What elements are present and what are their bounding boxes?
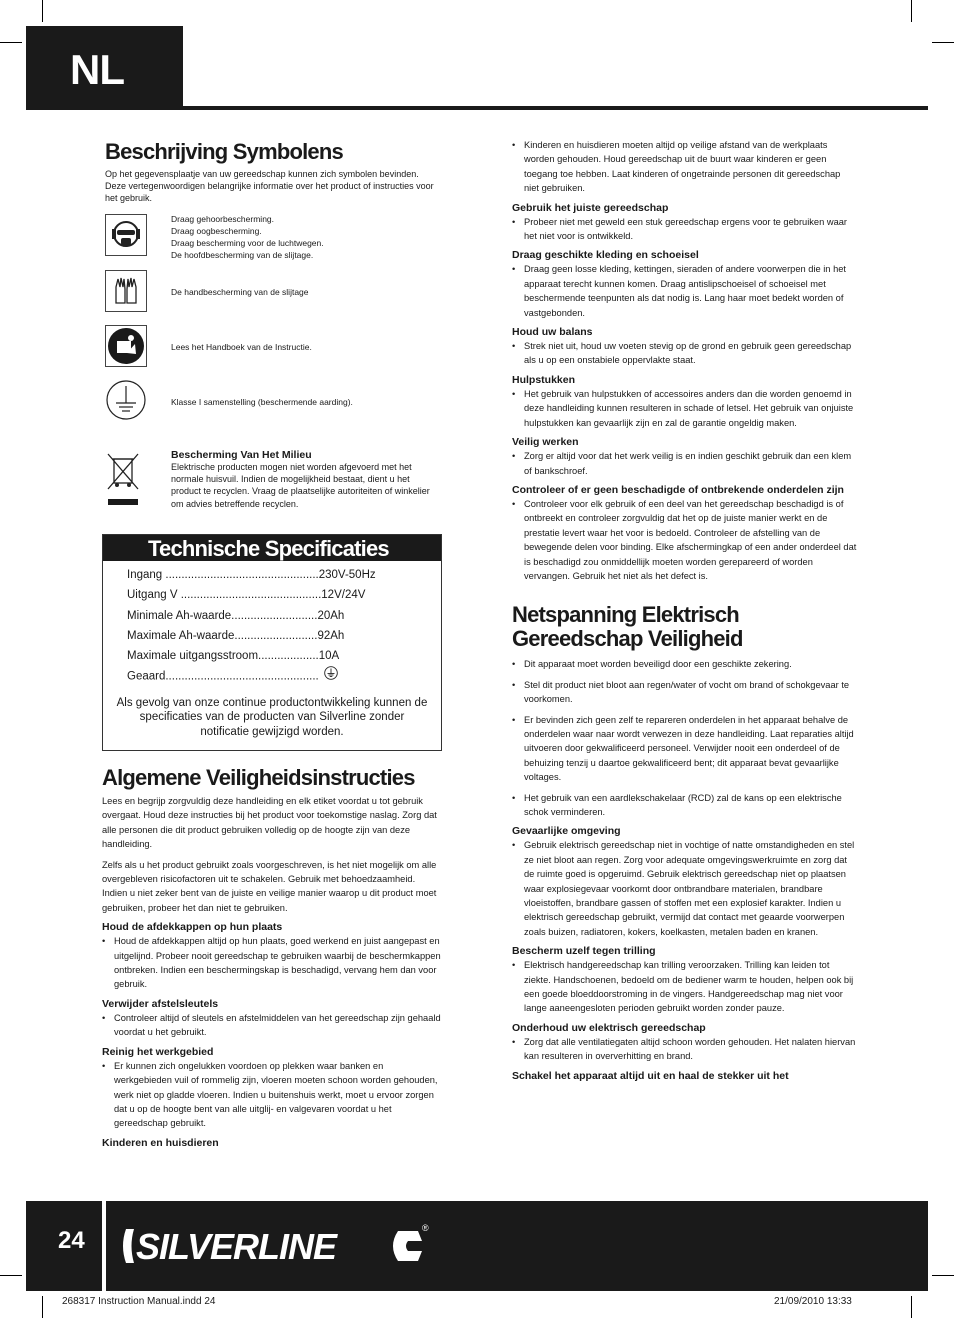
symbols-intro: Op het gegevensplaatje van uw gereedschap kunnen zich symbolen bevinden. Deze vertegenwoordigen belangrijke informatie over het product of instructies voor het gebruik. [105, 169, 434, 204]
symbol-line: De hoofdbescherming van de slijtage. [171, 250, 314, 260]
crop-mark [0, 1275, 22, 1276]
bullet-text: • Er kunnen zich ongelukken voordoen op plekken waar banken en werkgebieden vuil of rommelig zijn, vloeren moeten schoon worden gehouden, werk niet op gladde vloeren. Indien u buitenshuis werkt, moet u ervoor zorgen dat u op de hoogte bent van alle uitglij- en valgevaren voordat u het gereedschap gebruikt. [102, 1059, 442, 1131]
section-head: Draag geschikte kleding en schoeisel [512, 249, 699, 262]
spec-line: Minimale Ah-waarde...........................20Ah [127, 609, 345, 622]
earth-icon [324, 666, 338, 687]
spec-list [103, 561, 441, 688]
crop-mark [42, 1296, 43, 1318]
bullet-text: • Het gebruik van een aardlekschakelaar (RCD) zal de kans op een elektrische schok verminderen. [512, 791, 857, 820]
crop-mark [932, 1275, 954, 1276]
spec-line: Uitgang V ............................................12V/24V [127, 589, 366, 602]
section-head: Verwijder afstelsleutels [102, 997, 219, 1010]
bullet-text: • Dit apparaat moet worden beveiligd door een geschikte zekering. [512, 657, 857, 671]
ppe-head-icon [105, 214, 147, 256]
bullet-text: • Controleer voor elk gebruik of een deel van het gereedschap beschadigd is of ontbreekt en controleer zorgvuldig dat het op de juiste manier werkt en de prestatie levert waar het voor is bedoeld. Controleer de afstelling van de bewegende delen voor binding. Elke afschermingkap of een ander onderdeel dat is beschadigd zou onmiddellijk moeten worden gerepareerd of worden vervangen. Gebruik het niet als het defect is. [512, 497, 857, 583]
spec-box [102, 534, 442, 751]
bullet-text: • Gebruik elektrisch gereedschap niet in vochtige of natte omstandigheden en stel ze niet bloot aan regen. Zorg voor adequate omgevingswerkruimte en zorg dat de ruimte goed is opgeruimd. Gebruik elektrisch gereedschap niet op plaatsen waar explosiegevaar voorkomt door ontbrandbare materialen, brandbare vloeistoffen, brandbare gassen of stoffen met een explosief karakter. Indien u elektrisch gereedschap gebruikt, vermijd dat contact met geaarde voorwerpen zoals buizen, radiatoren, kokers, koelkasten, metalen baden en kranen. [512, 838, 857, 939]
general-paragraph: Zelfs als u het product gebruikt zoals voorgeschreven, is het niet mogelijk om alle overgebleven risicofactoren uit te schakelen. Gebruik met behoedzaamheid. Indien u niet zeker bent van de juiste en veilige manier waarop u dit product moet gebruiken, probeer het dan niet te gebruiken. [102, 859, 437, 913]
bullet-text: • Houd de afdekkappen altijd op hun plaats, goed werkend en juist aangepast en uitgelijnd. Probeer nooit gereedschap te gebruiken waarbij de beschermkappen ontbreken. Indien een beschermingskap is beschadigd, vervang hem dan voor gebruik. [102, 934, 442, 992]
date-slug: 21/09/2010 13:33 [774, 1296, 852, 1307]
symbol-text [171, 396, 353, 408]
spec-line: Ingang ................................................230V-50Hz [127, 569, 376, 581]
general-title: Algemene Veiligheidsinstructies [102, 765, 415, 790]
section-head: Gebruik het juiste gereedschap [512, 201, 669, 214]
general-safety [102, 766, 442, 1150]
symbol-line: Klasse I samenstelling (beschermende aarding). [171, 397, 353, 407]
language-code: NL [70, 46, 124, 93]
symbol-line: De handbescherming van de slijtage [171, 287, 309, 297]
section-head: Veilig werken [512, 436, 579, 449]
spec-note: Als gevolg van onze continue productontwikkeling kunnen de specificaties van de producten van Silverline zonder notificatie gewijzigd worden. [116, 696, 428, 738]
bullet-text: • Probeer niet met geweld een stuk gereedschap ergens voor te gebruiken waar het niet voor is ontwikkeld. [512, 215, 857, 244]
brand-logo [122, 1221, 432, 1276]
environment-title: Bescherming Van Het Milieu [171, 449, 312, 461]
symbol-text [171, 286, 309, 298]
symbol-line: Draag oogbescherming. [171, 226, 262, 236]
crop-mark [911, 0, 912, 22]
environment-text: Elektrische producten mogen niet worden afgevoerd met het normale huisvuil. Indien de mogelijkheid bestaat, dient u het product te recyclen. Vraag de plaatselijke autoriteiten of winkelier om advies betreffende recyclen. [171, 462, 430, 509]
bullet-text: • Kinderen en huisdieren moeten altijd op veilige afstand van de werkplaats worden gehouden. Houd gereedschap uit de buurt waar kinderen er geen toegang toe hebben. Laat kinderen of ongetrainde personen dit gereedschap niet gebruiken. [512, 138, 857, 196]
symbol-row [105, 325, 147, 367]
bullet-text: • Stel dit product niet bloot aan regen/water of vocht om brand of schokgevaar te voorkomen. [512, 678, 857, 707]
brand-name: SILVERLINE [136, 1226, 337, 1267]
spec-title: Technische Specificaties [103, 535, 441, 561]
section-head: Houd de afdekkappen op hun plaats [102, 921, 283, 934]
symbol-line: Lees het Handboek van de Instructie. [171, 342, 312, 352]
bullet-text: • Elektrisch handgereedschap kan trilling veroorzaken. Trilling kan leiden tot ziekte. Handschoenen, bedoeld om de bediener warm te houden, helpen ook bij een goede bloeddoorstroming in de vingers. Handgereedschap mag niet voor lange aaneengesloten perioden gebruikt worden zonder pauze. [512, 958, 857, 1016]
section-head: Onderhoud uw elektrisch gereedschap [512, 1021, 706, 1034]
mains-title-line: Gereedschap Veiligheid [512, 626, 743, 652]
bullet-text: • Strek niet uit, houd uw voeten stevig op de grond en gebruik geen gereedschap als u op een onstabiele oppervlakte staat. [512, 339, 857, 368]
crop-mark [932, 42, 954, 43]
weee-bin-icon [105, 451, 141, 511]
symbol-text [171, 341, 312, 353]
general-paragraph: Lees en begrijp zorgvuldig deze handleiding en elk etiket voordat u tot gebruik overgaat. Houd deze instructies bij het product voor toekomstige naslag. Zorg dat alle personen die dit product gebruiken volledig op de hoogte zijn van deze handleiding. [102, 796, 437, 850]
symbol-row [105, 379, 147, 421]
spec-line-earth [103, 666, 441, 687]
section-head: Schakel het apparaat altijd uit en haal de stekker uit het [512, 1069, 789, 1082]
section-head: Hulpstukken [512, 373, 576, 386]
footer-divider [102, 1201, 106, 1291]
section-head: Reinig het werkgebied [102, 1045, 214, 1058]
crop-mark [42, 0, 43, 22]
crop-mark [0, 42, 22, 43]
spec-line: Maximale uitgangsstroom...................10A [127, 650, 340, 663]
symbol-line: Draag bescherming voor de luchtwegen. [171, 238, 324, 248]
bullet-text: • Zorg er altijd voor dat het werk veilig is en indien geschikt gebruik dan een klem of bankschroef. [512, 449, 857, 478]
mains-title-line: Netspanning Elektrisch [512, 602, 739, 628]
file-slug: 268317 Instruction Manual.indd 24 [62, 1296, 216, 1307]
section-head: Gevaarlijke omgeving [512, 825, 621, 838]
bullet-text: • Het gebruik van hulpstukken of accessoires anders dan die worden genoemd in deze handleiding kunnen resulteren in schade of letsel. Het gebruik van onjuiste hulpstukken kan gevaarlijk zijn en zal de garantie ongeldig maken. [512, 387, 857, 430]
bullet-text: • Controleer altijd of sleutels en afstelmiddelen van het gereedschap zijn gehaald voordat u het gebruikt. [102, 1011, 442, 1040]
section-head: Houd uw balans [512, 326, 593, 339]
symbol-row [105, 270, 147, 312]
gloves-icon [105, 270, 147, 312]
right-column [512, 138, 857, 1083]
section-head: Bescherm uzelf tegen trilling [512, 945, 656, 958]
earth-icon [105, 379, 147, 421]
crop-mark [911, 1296, 912, 1318]
symbol-row [105, 214, 147, 256]
mains-title [512, 603, 857, 651]
header-rule [183, 106, 928, 110]
symbol-line: Draag gehoorbescherming. [171, 214, 275, 224]
language-tab [26, 26, 183, 110]
spec-line-text: Geaard................................................ [127, 671, 319, 684]
environment-block [171, 449, 441, 510]
page-number: 24 [58, 1227, 85, 1254]
footer-bar [26, 1201, 928, 1291]
bullet-text: • Er bevinden zich geen zelf te repareren onderdelen in het apparaat behalve de onderdelen waar naar wordt verwezen in deze handleiding. Laat reparaties altijd uitvoeren door gekwalificeerd personeel. Verwijder nooit een onderdeel of de behuizing tenzij u daartoe gekwalificeerd bent; dit apparaat bevat gevaarlijke voltages. [512, 713, 857, 785]
symbols-title: Beschrijving Symbolens [105, 139, 343, 164]
bullet-text: • Draag geen losse kleding, kettingen, sieraden of andere voorwerpen die in het apparaat terecht kunnen komen. Draag antislipschoeisel of schoeisel met beschermende teenpunten als dat nodig is. Lang haar moet bedekt worden of vastgebonden. [512, 262, 857, 320]
symbol-text [171, 213, 324, 261]
manual-icon [105, 325, 147, 367]
section-head: Kinderen en huisdieren [102, 1136, 219, 1149]
spec-line: Maximale Ah-waarde..........................92Ah [127, 629, 345, 642]
bullet-text: • Zorg dat alle ventilatiegaten altijd schoon worden gehouden. Het nalaten hiervan kan resulteren in oververhitting en brand. [512, 1035, 857, 1064]
registered-mark: ® [422, 1223, 429, 1233]
section-head: Controleer of er geen beschadigde of ontbrekende onderdelen zijn [512, 483, 844, 496]
